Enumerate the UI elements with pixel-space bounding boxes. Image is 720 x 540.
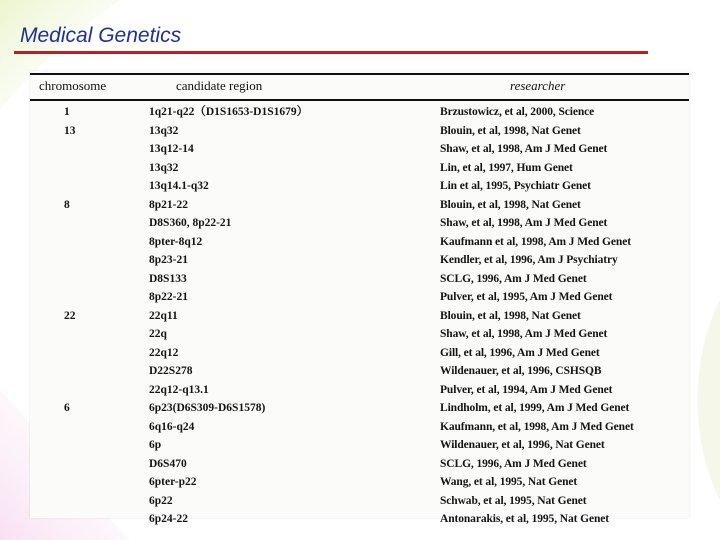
cell-researcher: Lin, et al, 1997, Hum Genet	[440, 161, 573, 174]
cell-candidate-region: D6S470	[149, 457, 187, 470]
table-row	[30, 288, 689, 307]
corner-swirl-right	[698, 300, 720, 500]
cell-candidate-region: D8S133	[149, 272, 187, 285]
table-row	[30, 473, 689, 492]
cell-candidate-region: 6p23(D6S309-D6S1578)	[149, 402, 266, 414]
cell-candidate-region: 22q12-q13.1	[149, 383, 209, 396]
cell-chromosome: 22	[64, 309, 76, 322]
cell-researcher: Schwab, et al, 1995, Nat Genet	[440, 494, 587, 507]
table-row	[30, 251, 689, 270]
table-top-rule	[30, 73, 689, 75]
table-row	[30, 492, 689, 511]
cell-researcher: Brzustowicz, et al, 2000, Science	[440, 106, 595, 118]
table-row	[30, 196, 689, 215]
table-row	[30, 214, 689, 233]
table-row	[30, 270, 689, 289]
table-row	[30, 159, 689, 178]
cell-candidate-region: 8p23-21	[149, 254, 188, 266]
cell-chromosome: 8	[64, 198, 70, 211]
table-row	[30, 381, 689, 400]
cell-researcher: Pulver, et al, 1995, Am J Med Genet	[440, 291, 613, 303]
header-researcher: researcher	[510, 78, 566, 93]
table-row	[30, 362, 689, 381]
cell-candidate-region: 6q16-q24	[149, 420, 195, 433]
cell-candidate-region: 6p24-22	[149, 513, 188, 525]
table-row	[30, 510, 689, 529]
cell-researcher: Blouin, et al, 1998, Nat Genet	[440, 198, 581, 211]
cell-candidate-region: 6p22	[149, 494, 173, 507]
cell-researcher: Wang, et al, 1995, Nat Genet	[440, 476, 578, 488]
cell-researcher: Kendler, et al, 1996, Am J Psychiatry	[440, 254, 618, 266]
cell-candidate-region: 8p22-21	[149, 291, 188, 303]
cell-researcher: Shaw, et al, 1998, Am J Med Genet	[440, 328, 608, 340]
table-row	[30, 325, 689, 344]
cell-candidate-region: 13q14.1-q32	[149, 180, 209, 192]
cell-candidate-region: 8pter-8q12	[149, 235, 203, 248]
cell-researcher: Wildenauer, et al, 1996, CSHSQB	[440, 365, 602, 377]
table-row	[30, 344, 689, 363]
table-row	[30, 307, 689, 326]
cell-candidate-region: 8p21-22	[149, 198, 188, 211]
table-row	[30, 103, 689, 122]
table-row	[30, 418, 689, 437]
cell-researcher: Gill, et al, 1996, Am J Med Genet	[440, 346, 600, 359]
table-row	[30, 140, 689, 159]
table-row	[30, 122, 689, 141]
cell-researcher: Lin et al, 1995, Psychiatr Genet	[440, 180, 591, 192]
cell-researcher: Shaw, et al, 1998, Am J Med Genet	[440, 143, 608, 155]
cell-candidate-region: 22q	[149, 328, 167, 340]
cell-candidate-region: 1q21-q22（D1S1653-D1S1679）	[149, 106, 309, 118]
cell-researcher: Blouin, et al, 1998, Nat Genet	[440, 124, 581, 137]
cell-chromosome: 6	[64, 402, 70, 414]
cell-candidate-region: 6pter-p22	[149, 476, 197, 488]
table-row	[30, 399, 689, 418]
table-body	[30, 103, 689, 529]
table-row	[30, 455, 689, 474]
cell-researcher: Kaufmann, et al, 1998, Am J Med Genet	[440, 420, 634, 433]
cell-candidate-region: 22q12	[149, 346, 179, 359]
header-candidate-region: candidate region	[176, 78, 263, 93]
cell-candidate-region: D8S360, 8p22-21	[149, 217, 232, 229]
cell-chromosome: 1	[64, 106, 70, 118]
cell-candidate-region: 13q32	[149, 161, 179, 174]
cell-candidate-region: 22q11	[149, 309, 178, 322]
cell-researcher: SCLG, 1996, Am J Med Genet	[440, 272, 587, 285]
table-row	[30, 177, 689, 196]
cell-chromosome: 13	[64, 124, 76, 137]
header-chromosome: chromosome	[39, 78, 107, 93]
table-row	[30, 233, 689, 252]
table-row	[30, 436, 689, 455]
cell-researcher: Blouin, et al, 1998, Nat Genet	[440, 309, 581, 322]
cell-candidate-region: 13q32	[149, 124, 179, 137]
cell-researcher: SCLG, 1996, Am J Med Genet	[440, 457, 587, 470]
cell-candidate-region: 6p	[149, 439, 162, 451]
cell-candidate-region: D22S278	[149, 365, 193, 377]
cell-candidate-region: 13q12-14	[149, 143, 194, 155]
slide-title: Medical Genetics	[20, 24, 182, 47]
cell-researcher: Antonarakis, et al, 1995, Nat Genet	[440, 513, 609, 525]
cell-researcher: Shaw, et al, 1998, Am J Med Genet	[440, 217, 608, 229]
cell-researcher: Kaufmann et al, 1998, Am J Med Genet	[440, 235, 631, 248]
title-underline	[14, 51, 648, 54]
cell-researcher: Pulver, et al, 1994, Am J Med Genet	[440, 383, 613, 396]
table-header-rule	[30, 99, 689, 101]
scanned-table	[30, 71, 689, 525]
cell-researcher: Wildenauer, et al, 1996, Nat Genet	[440, 439, 605, 451]
cell-researcher: Lindholm, et al, 1999, Am J Med Genet	[440, 402, 630, 414]
